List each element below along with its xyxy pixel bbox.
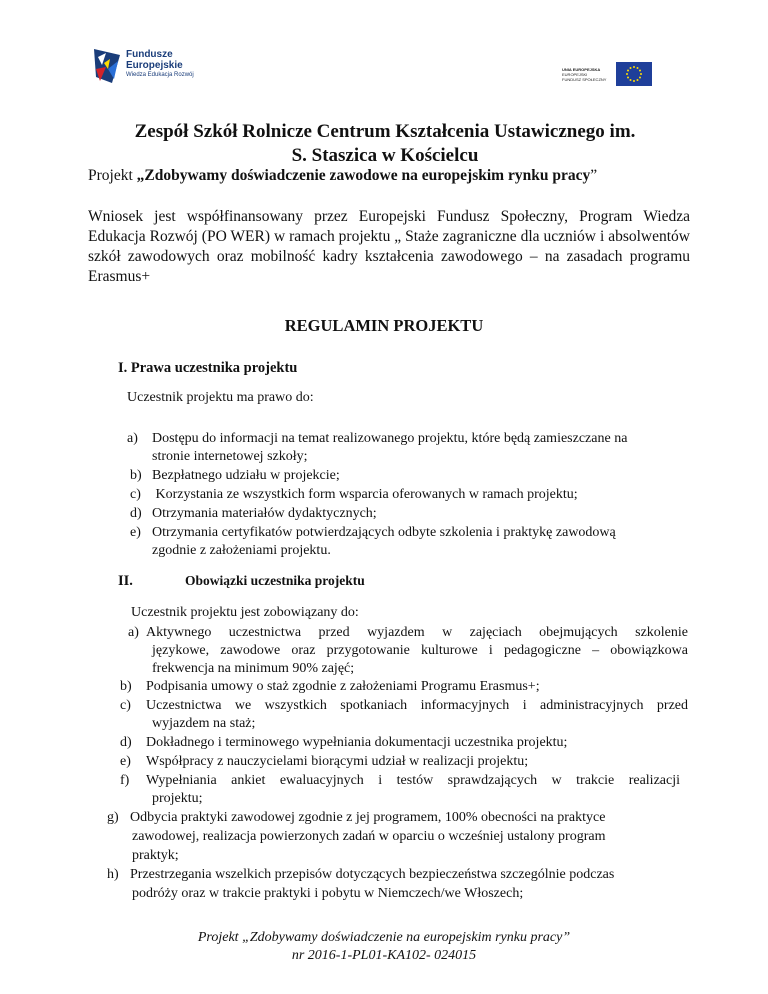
section1-item-d: Otrzymania materiałów dydaktycznych;	[152, 506, 377, 521]
page-title-line2: S. Staszica w Kościelcu	[291, 145, 479, 166]
section2-numeral: II.	[118, 573, 133, 589]
regulamin-title: REGULAMIN PROJEKTU	[284, 316, 484, 335]
section2-item-g: Odbycia praktyki zawodowej zgodnie z jej programem, 100% obecności na praktyce	[130, 810, 606, 825]
section2-item-g-cont1: zawodowej, realizacja powierzonych zadań w oparciu o wcześniej ustalony program	[132, 829, 606, 844]
section2-item-c-cont: wyjazdem na staż;	[152, 716, 256, 731]
section2-item-c: Uczestnictwa we wszystkich spotkaniach informacyjnych i administracyjnych przed	[146, 698, 688, 713]
section2-heading: Obowiązki uczestnika projektu	[185, 573, 365, 588]
fe-logo-line3: Wiedza Edukacja Rozwój	[126, 72, 194, 78]
project-prefix: Projekt	[88, 167, 137, 184]
section2-item-a-cont2: frekwencja na minimum 90% zajęć;	[152, 661, 355, 676]
section1-item-d-marker: d)	[130, 506, 142, 521]
section2-item-d: Dokładnego i terminowego wypełniania dokumentacji uczestnika projektu;	[146, 735, 568, 750]
section2-item-g-cont2: praktyk;	[132, 848, 179, 863]
section2-item-f: Wypełniania ankiet ewaluacyjnych i testów sprawdzających w trakcie realizacji	[146, 773, 680, 788]
section2-item-b-marker: b)	[120, 679, 132, 694]
intro-paragraph: Wniosek jest współfinansowany przez Europejski Fundusz Społeczny, Program Wiedza Edukacja Rozwój (PO WER) w ramach projektu „ Staże zagraniczne dla uczniów i absolwentów szkół zawodowych oraz mobilność kadry kształcenia zawodowego – na zasadach programu Erasmus+	[88, 208, 690, 285]
section1-item-b-marker: b)	[130, 468, 142, 483]
section2-item-d-marker: d)	[120, 735, 132, 750]
section1-item-c: Korzystania ze wszystkich form wsparcia oferowanych w ramach projektu;	[152, 487, 578, 502]
section2-item-a-marker: a)	[128, 625, 139, 640]
section2-item-a-cont1: językowe, zawodowe oraz przygotowanie kulturowe i pedagogiczne – obowiązkowa	[152, 643, 688, 658]
section1-item-a-marker: a)	[127, 431, 138, 446]
section2-item-f-cont: projektu;	[152, 791, 203, 806]
fe-logo-line1: Fundusze	[126, 49, 173, 60]
eu-logo-line2: EUROPEJSKI	[562, 72, 588, 77]
section2-item-e: Współpracy z nauczycielami biorącymi udział w realizacji projektu;	[146, 754, 529, 769]
section2-item-h-marker: h)	[107, 867, 119, 882]
unia-europejska-logo	[562, 60, 654, 88]
section2-item-h-cont: podróży oraz w trakcie praktyki i pobytu w Niemczech/we Włoszech;	[132, 886, 524, 901]
footer-project-number: nr 2016-1-PL01-KA102- 024015	[291, 948, 477, 963]
section2-lead: Uczestnik projektu jest zobowiązany do:	[131, 605, 359, 620]
section1-lead: Uczestnik projektu ma prawo do:	[127, 390, 314, 405]
page-title-line1: Zespół Szkół Rolnicze Centrum Kształcenia Ustawicznego im.	[134, 121, 636, 142]
section1-heading: I. Prawa uczestnika projektu	[118, 360, 298, 376]
section2-item-e-marker: e)	[120, 754, 131, 769]
project-name: „Zdobywamy doświadczenie zawodowe na europejskim rynku pracy	[136, 167, 591, 184]
project-suffix: ”	[590, 167, 598, 184]
section1-item-e-cont: zgodnie z założeniami projektu.	[152, 543, 331, 558]
section1-item-e-marker: e)	[130, 525, 141, 540]
section2-item-h: Przestrzegania wszelkich przepisów dotyczących bezpieczeństwa szczególnie podczas	[130, 867, 615, 882]
section2-item-g-marker: g)	[107, 810, 119, 825]
section1-item-b: Bezpłatnego udziału w projekcie;	[152, 468, 340, 483]
project-line	[88, 166, 597, 186]
section2-item-a: Aktywnego uczestnictwa przed wyjazdem w zajęciach obejmujących szkolenie	[146, 625, 688, 640]
footer-project-name: Projekt „Zdobywamy doświadczenie na europejskim rynku pracy”	[197, 930, 571, 945]
fundusze-europejskie-logo	[92, 45, 222, 93]
fe-flag-icon	[92, 47, 122, 87]
eu-flag-icon	[616, 62, 652, 86]
section1-item-e: Otrzymania certyfikatów potwierdzających odbyte szkolenia i praktykę zawodową	[152, 525, 616, 540]
section2-item-b: Podpisania umowy o staż zgodnie z założeniami Programu Erasmus+;	[146, 679, 540, 694]
section1-item-c-marker: c)	[130, 487, 141, 502]
eu-logo-line1: UNIA EUROPEJSKA	[562, 67, 601, 72]
section1-item-a: Dostępu do informacji na temat realizowanego projektu, które będą zamieszczane na	[152, 431, 628, 446]
section1-item-a-cont: stronie internetowej szkoły;	[152, 449, 308, 464]
section2-item-c-marker: c)	[120, 698, 131, 713]
eu-logo-line3: FUNDUSZ SPOŁECZNY	[562, 77, 607, 82]
section2-item-f-marker: f)	[120, 773, 130, 788]
fe-logo-line2: Europejskie	[126, 60, 183, 71]
